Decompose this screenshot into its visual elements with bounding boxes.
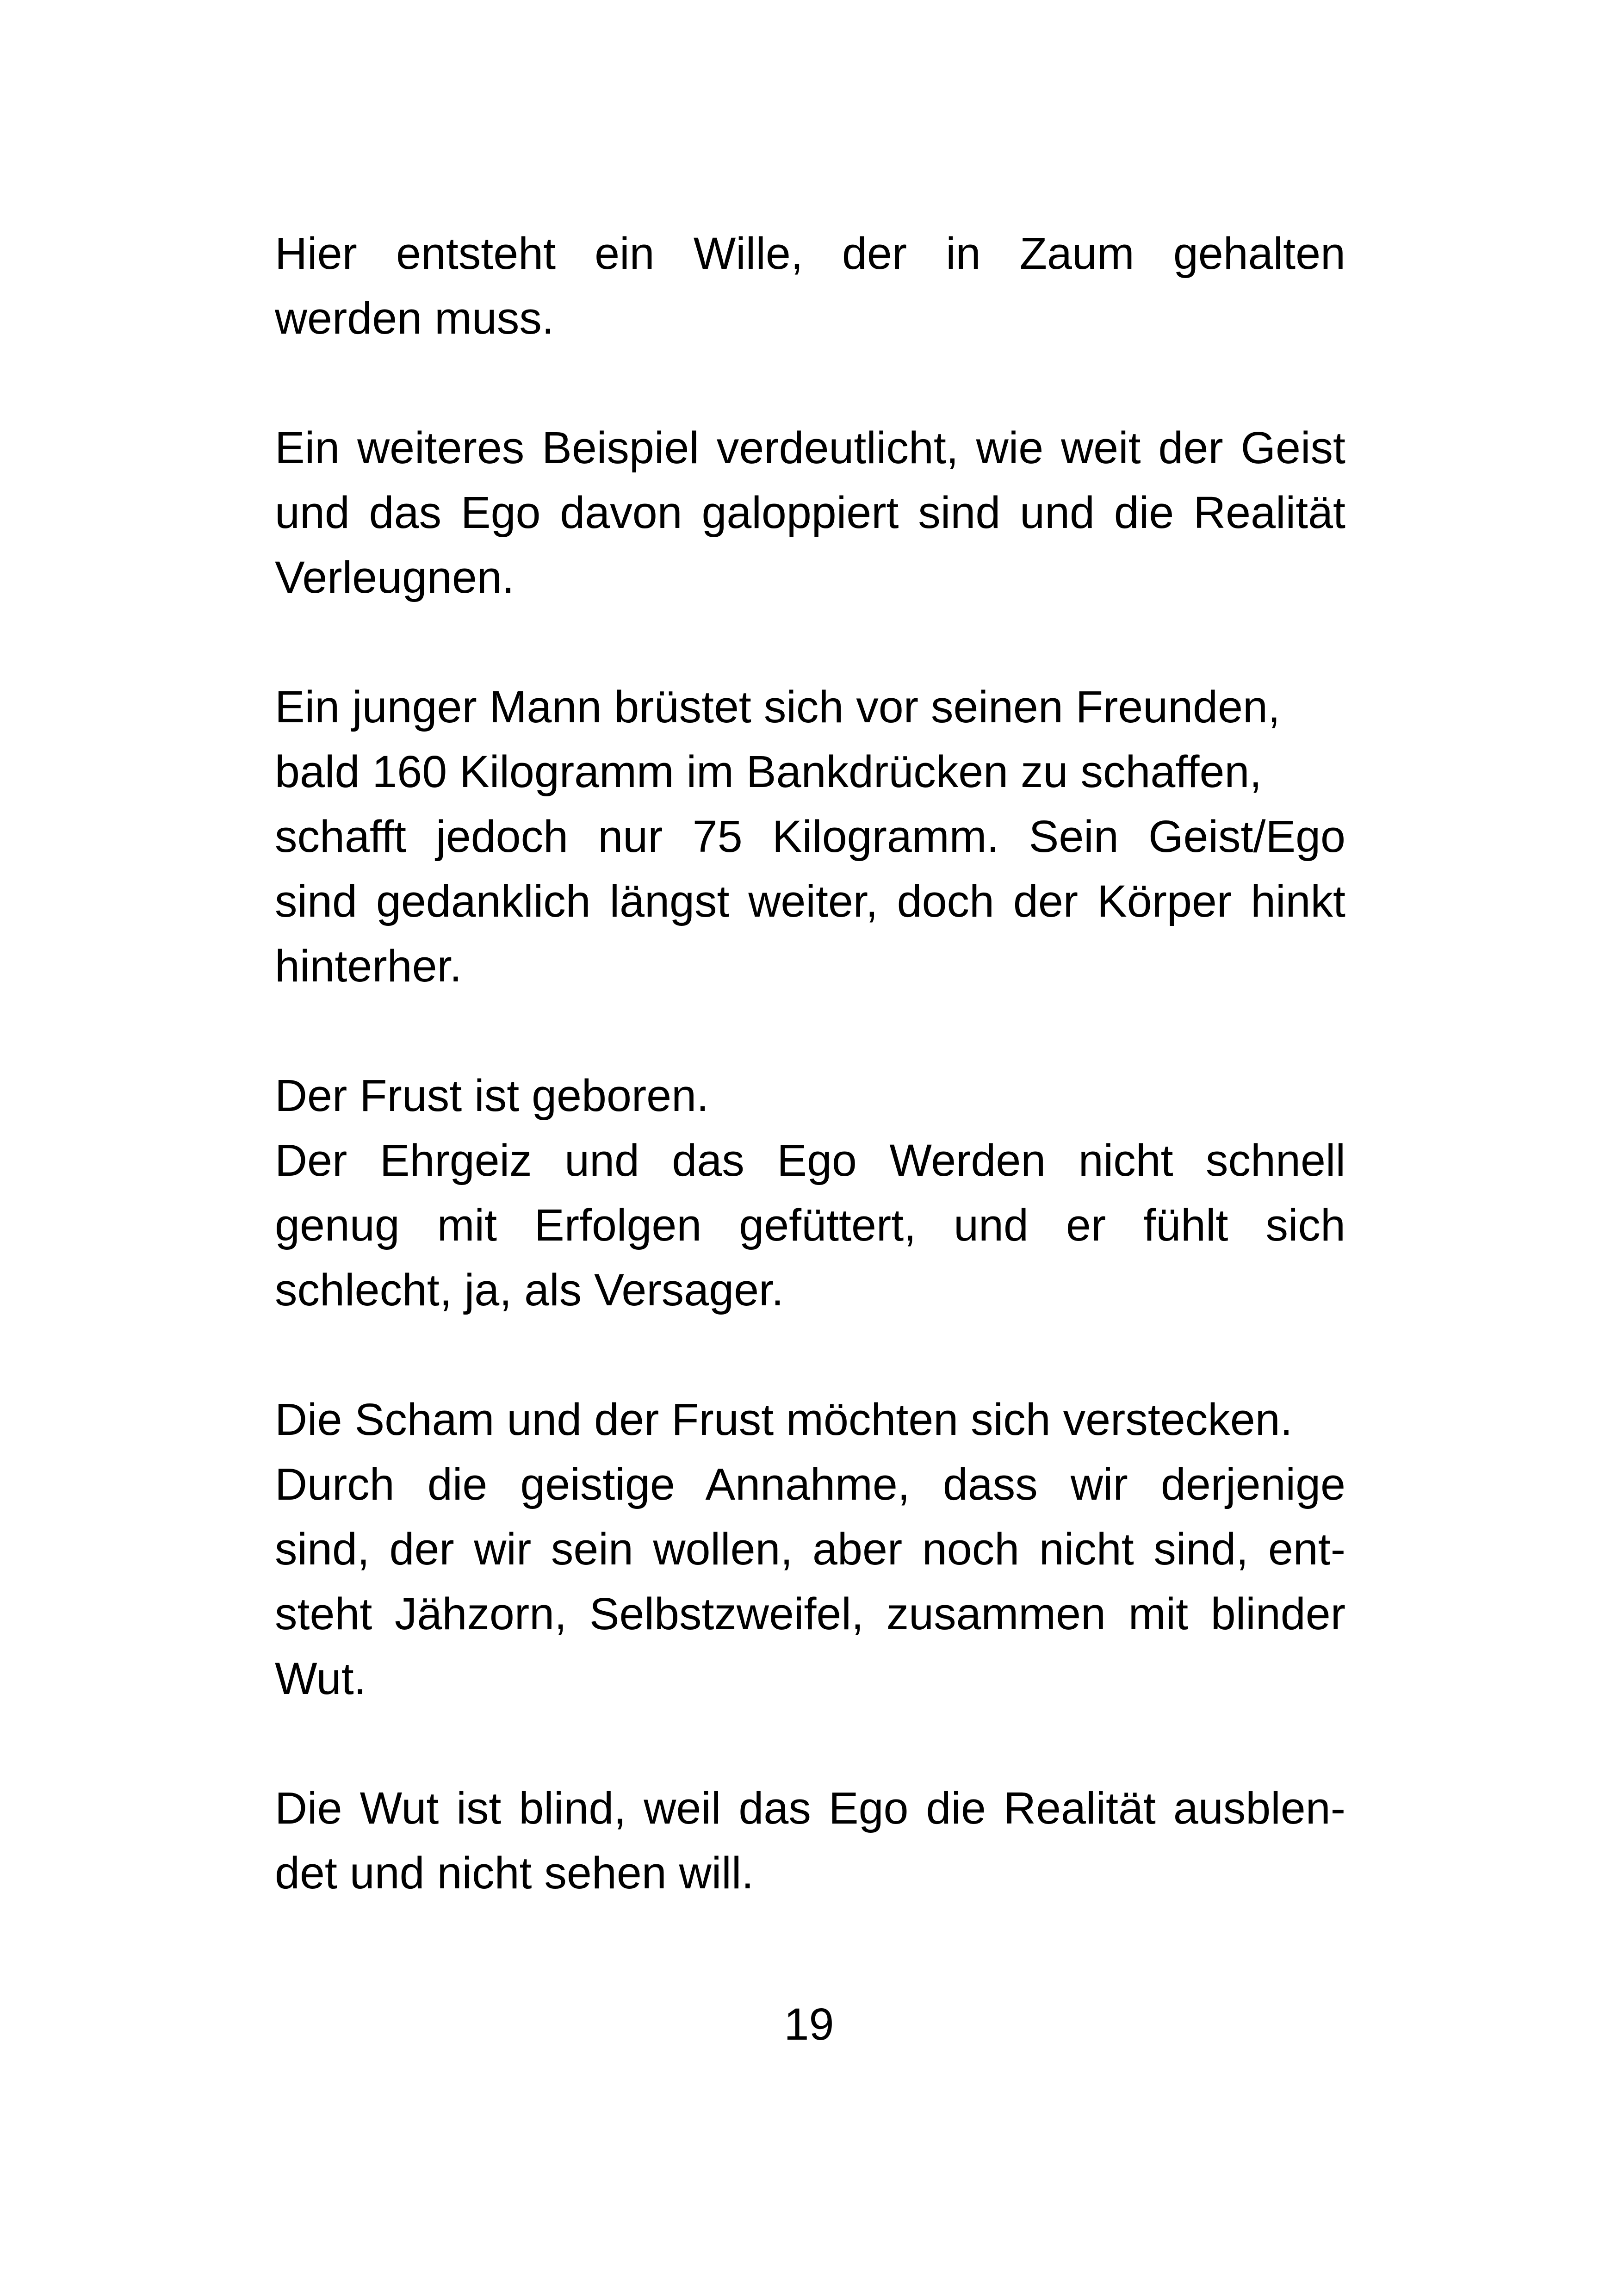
text-line: bald 160 Kilogramm im Bankdrücken zu schaffen, [275, 746, 1262, 797]
text-line: und das Ego davon galoppiert sind und die Realität [275, 487, 1345, 538]
text-line: schafft jedoch nur 75 Kilogramm. Sein Geist/Ego [275, 811, 1345, 862]
body-text [275, 221, 1345, 1970]
paragraph-6 [275, 1776, 1345, 1905]
page-number: 19 [784, 1999, 834, 2049]
text-line: Die Scham und der Frust möchten sich verstecken. [275, 1394, 1293, 1445]
text-line: steht Jähzorn, Selbstzweifel, zusammen mit blinder [275, 1589, 1345, 1639]
paragraph-3 [275, 675, 1345, 999]
paragraph-4 [275, 1063, 1345, 1322]
text-line: sind gedanklich längst weiter, doch der Körper hinkt [275, 876, 1345, 926]
text-line: Durch die geistige Annahme, dass wir derjenige [275, 1459, 1345, 1509]
text-line: Verleugnen. [275, 552, 515, 602]
text-line: Der Frust ist geboren. [275, 1070, 709, 1121]
paragraph-2 [275, 416, 1345, 610]
text-line: Ein junger Mann brüstet sich vor seinen Freunden, [275, 682, 1280, 732]
text-line: sind, der wir sein wollen, aber noch nicht sind, ent- [275, 1524, 1345, 1574]
text-line: Der Ehrgeiz und das Ego Werden nicht schnell [275, 1135, 1345, 1185]
paragraph-1 [275, 221, 1345, 351]
text-line: Die Wut ist blind, weil das Ego die Realität ausblen- [275, 1783, 1345, 1833]
text-line: werden muss. [275, 293, 554, 343]
text-line: det und nicht sehen will. [275, 1848, 754, 1898]
text-line: schlecht, ja, als Versager. [275, 1265, 784, 1315]
text-line: hinterher. [275, 941, 462, 991]
text-line: Ein weiteres Beispiel verdeutlicht, wie weit der Geist [275, 422, 1345, 473]
text-line: Wut. [275, 1653, 366, 1704]
text-line: Hier entsteht ein Wille, der in Zaum gehalten [275, 228, 1345, 279]
paragraph-5 [275, 1387, 1345, 1711]
text-line: genug mit Erfolgen gefüttert, und er fühlt sich [275, 1200, 1345, 1250]
